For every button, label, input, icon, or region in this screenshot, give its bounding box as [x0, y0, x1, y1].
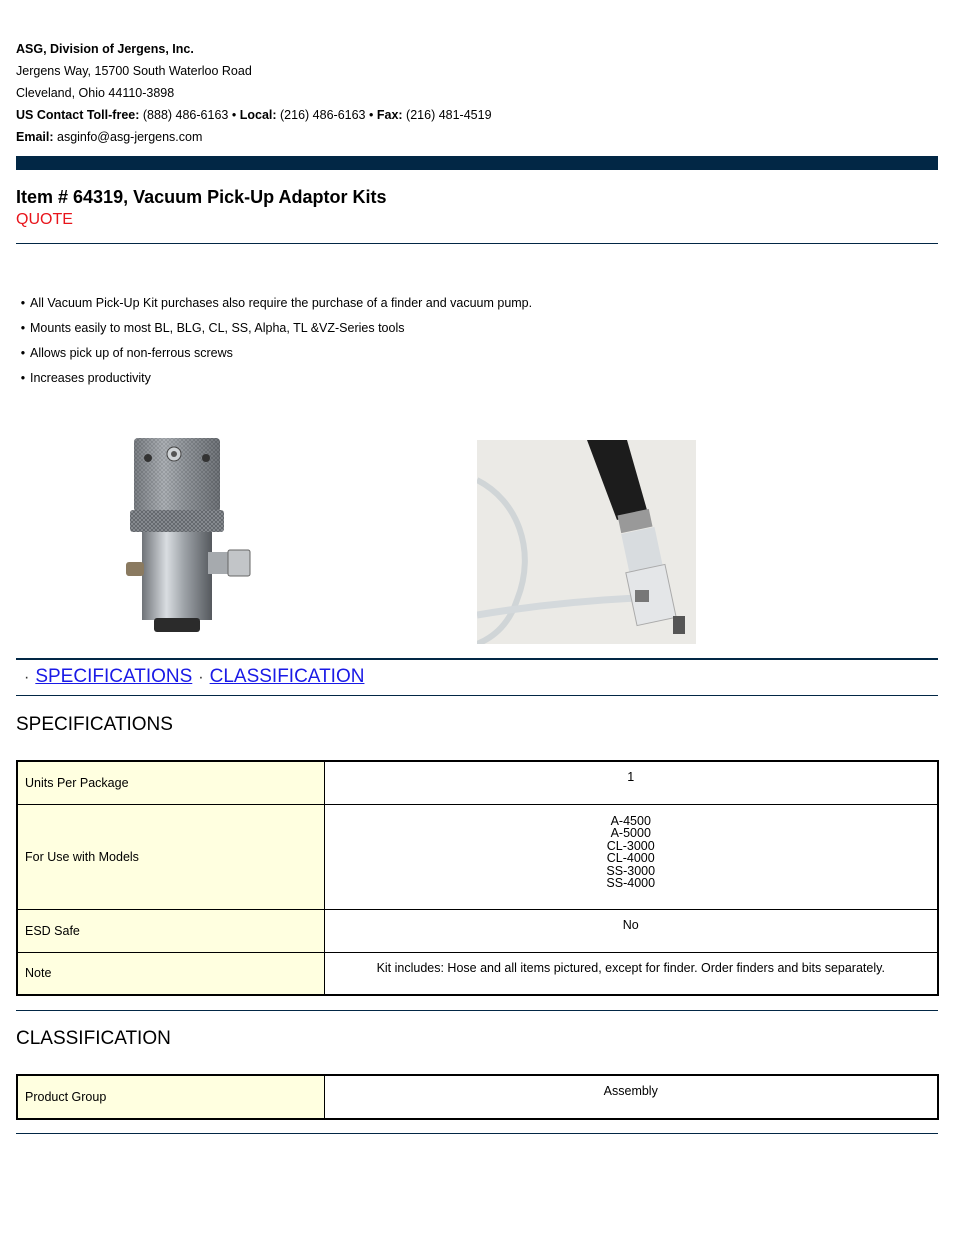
spec-label: Units Per Package — [17, 761, 324, 804]
tollfree-number: (888) 486-6163 — [142, 108, 229, 122]
nav-dot: · — [198, 669, 204, 686]
section-nav — [20, 666, 366, 688]
specifications-heading: SPECIFICATIONS — [16, 714, 173, 735]
feature-item: • All Vacuum Pick-Up Kit purchases also require the purchase of a finder and vacuum pump. — [16, 293, 532, 318]
spec-value: No — [324, 909, 938, 952]
fax-number: (216) 481-4519 — [406, 108, 492, 122]
spec-label: For Use with Models — [17, 804, 324, 909]
feature-item: • Mounts easily to most BL, BLG, CL, SS, Alpha, TL &VZ-Series tools — [16, 318, 532, 343]
company-address-line1: Jergens Way, 15700 South Waterloo Road — [16, 64, 252, 78]
separator: • — [231, 108, 237, 122]
company-address-line2: Cleveland, Ohio 44110-3898 — [16, 86, 175, 100]
bullet: • — [20, 371, 26, 385]
divider — [16, 695, 938, 696]
divider — [16, 243, 938, 244]
header-bar — [16, 156, 938, 170]
product-image-adaptor — [118, 432, 258, 638]
quote-label[interactable]: QUOTE — [16, 211, 73, 228]
divider — [16, 1133, 938, 1134]
company-email — [16, 126, 492, 148]
classification-value: Assembly — [324, 1075, 938, 1119]
model-item: CL-3000 — [606, 838, 655, 853]
fax-label: Fax: — [376, 108, 403, 122]
specifications-table — [16, 760, 939, 996]
bullet: • — [20, 346, 26, 360]
email-label: Email: — [16, 130, 54, 144]
spec-value: 1 — [324, 761, 938, 804]
table-row — [17, 1075, 938, 1119]
spec-label: ESD Safe — [17, 909, 324, 952]
company-phones — [16, 104, 492, 126]
company-info — [16, 38, 492, 148]
spec-value-list — [324, 804, 938, 909]
spec-value: Kit includes: Hose and all items pictured, except for finder. Order finders and bits separately. — [324, 952, 938, 995]
classification-heading: CLASSIFICATION — [16, 1028, 171, 1049]
table-row — [17, 804, 938, 909]
tollfree-label: US Contact Toll-free: — [16, 108, 140, 122]
email-address[interactable]: asginfo@asg-jergens.com — [57, 130, 203, 144]
model-item: SS-3000 — [606, 863, 656, 878]
feature-item: • Allows pick up of non-ferrous screws — [16, 343, 532, 368]
model-item: A-4500 — [610, 813, 651, 828]
nav-link-specifications[interactable]: SPECIFICATIONS — [35, 666, 193, 687]
table-row — [17, 761, 938, 804]
model-item: A-5000 — [610, 826, 651, 840]
feature-item: • Increases productivity — [16, 368, 532, 393]
model-item: CL-4000 — [606, 851, 655, 865]
separator: • — [368, 108, 374, 122]
local-number: (216) 486-6163 — [280, 108, 366, 122]
classification-label: Product Group — [17, 1075, 324, 1119]
spec-label: Note — [17, 952, 324, 995]
divider — [16, 1010, 938, 1011]
item-title: Item # 64319, Vacuum Pick-Up Adaptor Kits — [16, 187, 387, 207]
product-image-tool — [477, 440, 696, 644]
model-item: SS-4000 — [606, 876, 656, 890]
table-row — [17, 909, 938, 952]
feature-list — [16, 293, 532, 393]
local-label: Local: — [239, 108, 277, 122]
nav-dot: · — [24, 669, 30, 686]
nav-top-rule — [16, 658, 938, 660]
table-row — [17, 952, 938, 995]
nav-link-classification[interactable]: CLASSIFICATION — [209, 666, 365, 687]
company-name: ASG, Division of Jergens, Inc. — [16, 42, 194, 56]
bullet: • — [20, 296, 26, 310]
classification-table — [16, 1074, 939, 1120]
bullet: • — [20, 321, 26, 335]
